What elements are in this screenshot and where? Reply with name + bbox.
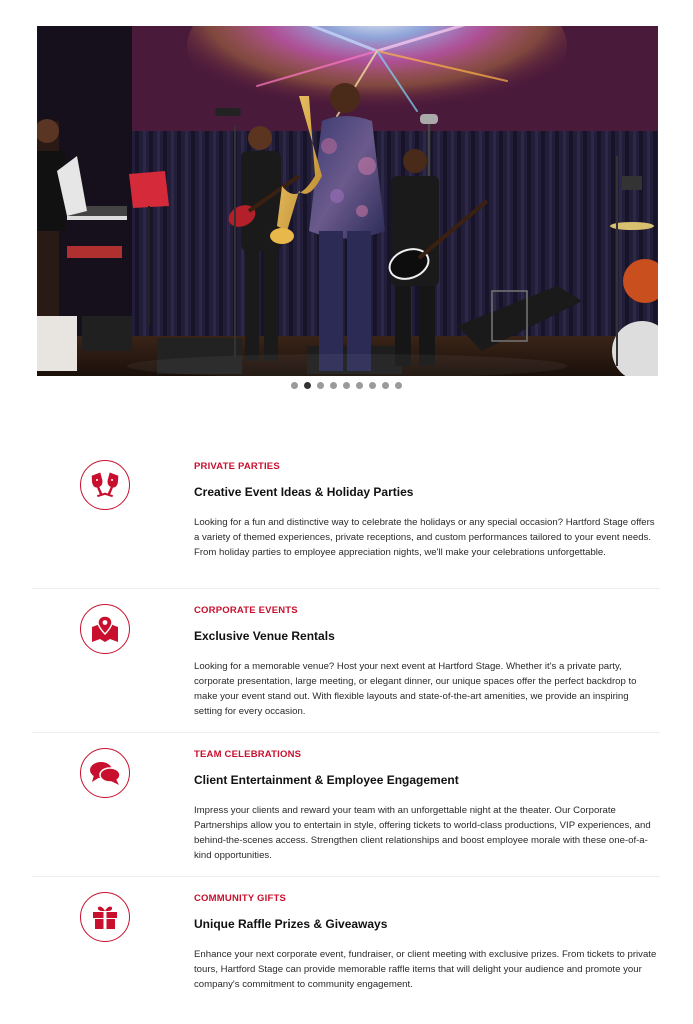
feature-heading: Unique Raffle Prizes & Giveaways (194, 917, 388, 931)
feature-body: Enhance your next corporate event, fundraiser, or client meeting with exclusive prizes. From tickets to private tours, Hartford Stage can provide memorable raffle items that will delight your audience and promote your company's commitment to community engagement. (194, 949, 657, 990)
carousel-dot[interactable] (304, 382, 311, 389)
feature-divider (32, 876, 660, 877)
feature-body: Looking for a fun and distinctive way to celebrate the holidays or any special occasion? Hartford Stage offers a variety of themed experiences, private receptions, and custom performances tailored to your event needs. From holiday parties to employee appreciation nights, we'll make your celebrations unforgettable. (194, 517, 655, 558)
feature-heading: Creative Event Ideas & Holiday Parties (194, 485, 414, 499)
carousel-dot[interactable] (317, 382, 324, 389)
hero-carousel-image[interactable] (37, 26, 658, 376)
feature-divider (32, 732, 660, 733)
stage-performance-illustration (37, 26, 658, 376)
feature-eyebrow: COMMUNITY GIFTS (194, 893, 287, 904)
chat-bubbles-icon (80, 748, 130, 798)
feature-eyebrow: TEAM CELEBRATIONS (194, 749, 302, 760)
feature-body: Impress your clients and reward your team with an unforgettable night at the theater. Our Corporate Partnerships allow you to entertain in style, offering tickets to world-class productions, VIP experiences, and behind-the-scenes access. Strengthen client relationships and boost employee morale with these one-of-a-kind opportunities. (194, 805, 651, 861)
gift-icon (80, 892, 130, 942)
feature-heading: Client Entertainment & Employee Engagement (194, 773, 459, 787)
champagne-glasses-icon (80, 460, 130, 510)
feature-eyebrow: CORPORATE EVENTS (194, 605, 298, 616)
carousel-dot[interactable] (395, 382, 402, 389)
carousel-dot[interactable] (343, 382, 350, 389)
carousel-dot[interactable] (356, 382, 363, 389)
feature-divider (32, 588, 660, 589)
carousel-dot[interactable] (382, 382, 389, 389)
feature-body: Looking for a memorable venue? Host your next event at Hartford Stage. Whether it's a private party, corporate presentation, large meeting, or elegant dinner, our unique spaces offer the perfect backdrop to make your event stand out. With flexible layouts and state-of-the-art amenities, we provide an inspiring setting for every occasion. (194, 661, 637, 717)
carousel-pagination (0, 382, 693, 392)
carousel-dot[interactable] (369, 382, 376, 389)
feature-heading: Exclusive Venue Rentals (194, 629, 335, 643)
map-pin-icon (80, 604, 130, 654)
carousel-dot[interactable] (291, 382, 298, 389)
carousel-dot[interactable] (330, 382, 337, 389)
feature-eyebrow: PRIVATE PARTIES (194, 461, 280, 472)
